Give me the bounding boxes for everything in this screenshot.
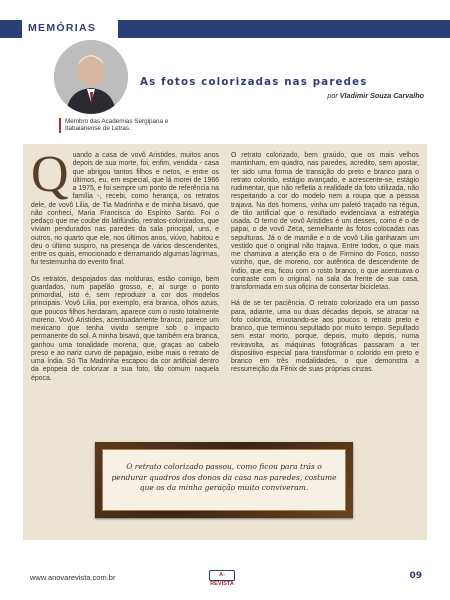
section-bar-right <box>118 20 450 38</box>
paragraph-text: uando a casa de vovô Aristides, muitos anos depois de sua morte, foi, enfim, vendida - casa que abrigou tantos filhos e netos, e entre os últimos, eu, em especial, que lá morei de 1966 a 1975, e foi sempre um ponto de referência na família -, recebi, como herança, os retratos dele, de vovô Lilia, de Tia Madrinha e de minha bisavó, que não conheci, Maria Francisca do Espírito Santo. Foi o pedaço que me coube do latifúndio, retratos-colorizados, que viviam pendurados nas paredes da sala principal, uns, e outros, no quarto que ele, nos últimos anos, viúvo, habitou e deu o último suspiro, na presença de vários descendentes, entre os quais, emocionado e derramando algumas lágrimas, fui testemunha do evento final. <box>31 152 219 267</box>
byline-prefix: por <box>327 91 338 100</box>
paragraph: Os retratos, despojados das molduras, estão comigo, bem guardados, num papelão grosso, e, aí surge o ponto primordial, isto é, sem reproduzir a cor dos modelos principais. Vovô Lilia, por exemplo, era branca, olhos azuis, que poucos filhos herdaram, aparece com o rosto totalmente moreno. Vovô Aristides, acentuadamente branco, parece um mexicano que tenha vivido sempre sob o impacto permanente do sol. A minha bisavó, que também era branca, ganhou uma tonalidade morena, que, graças ao cabelo preso e ao nariz curvo de papagaio, exibe mais o retrato de uma índia. Só Tia Madrinha escapou da cor artificial dentro da epopeia de colorizar a sua foto, tão comum naquela época. <box>31 275 219 382</box>
article-byline <box>327 91 424 100</box>
author-photo <box>54 40 128 114</box>
magazine-logo: A-REVISTA <box>210 572 234 587</box>
article-column-right <box>231 152 419 383</box>
section-header <box>0 18 450 40</box>
footer-url[interactable]: www.anovarevista.com.br <box>30 573 116 582</box>
article-title: As fotos colorizadas nas paredes <box>140 77 368 88</box>
author-bio: Membro das Academias Sergipana e Itabaianense de Letras. <box>59 118 171 133</box>
article-column-left <box>31 146 219 391</box>
author-portrait-illustration <box>54 40 128 114</box>
section-bar-left <box>0 20 22 38</box>
drop-cap: Q <box>31 146 69 203</box>
byline-author: Vladimir Souza Carvalho <box>339 91 424 100</box>
paragraph <box>31 146 219 268</box>
paragraph: O retrato colorizado, bem graúdo, que os mais velhos mantinham, em quadro, nas paredes, acredito, sem apostar, ter sido uma forma de transição do preto e branco para o retrato colorido, estágio avançado, e acrescente-se, estágio rudimentar, que não refletia a realidade da foto utilizada, não respeitando a cor do modelo nem a roupa que a pessoa trajava. Na dos homens, vinha um paletó traçado na régua, de tão artificial que o resultado evidenciava a estratégia usada. O terno de vovô Aristides é um desses, como é o de papai, o de vovô Zeca, semelhante às fotos colocadas nas sepulturas. Já o de mamãe e o de vovô Lilia ganharam um vestido que o original não trajava. Entre todos, o que mais me chamava a atenção era o de Firmino do Fosco, nosso vizinho, que, de moreno, cor autêntica de descendente de índio, que era, ficou com o rosto branco, o que acentuava o contraste com o original, na sala da frente de sua casa, transformada em sua oficina de consertar bicicletas. <box>231 152 419 291</box>
section-label: MEMÓRIAS <box>28 22 97 34</box>
paragraph: Há de se ter paciência. O retrato colorizado era um passo para, adiante, uma ou duas décadas depois, se atracar na foto colorida, enxotando-se aos poucos o retrato preto e branco, que terminou sepultado por muito tempo. Sepultado sem estar morto, porque, depois, muito depois, numa reviravolta, as máquinas fotográficas passaram a ter dispositivo especial para transformar o colorido em preto e branco em três modalidades, o que demonstra a ressurreição da Fênix de suas próprias cinzas. <box>231 300 419 374</box>
page-number: 09 <box>409 571 422 581</box>
pull-quote-frame <box>95 442 353 518</box>
pull-quote: O retrato colorizado passou, como ficou para trás o pendurar quadros dos donos da casa nas paredes, costume que os da minha geração muito conviveram. <box>102 449 346 511</box>
